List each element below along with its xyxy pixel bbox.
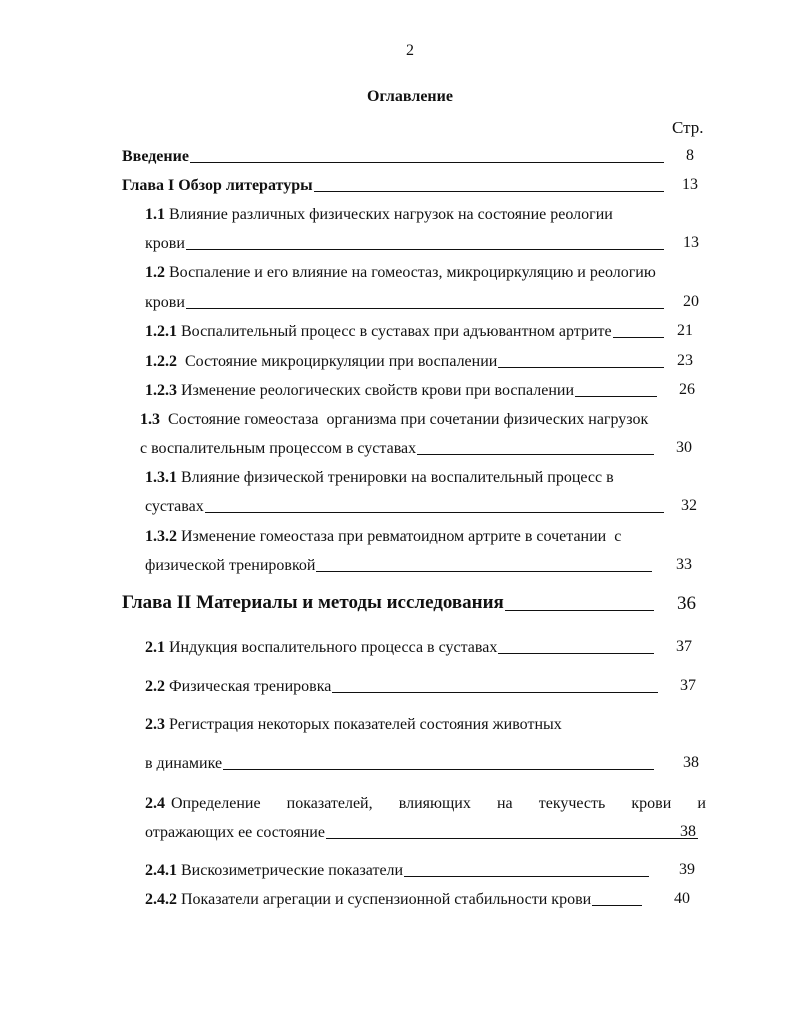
section-number: 1.2.2 xyxy=(145,353,177,370)
toc-entry-line xyxy=(145,262,672,282)
leader-line xyxy=(314,191,664,192)
toc-entry-line xyxy=(145,822,706,842)
toc-entry-line xyxy=(145,467,672,487)
section-number: 2.4.2 xyxy=(145,891,177,908)
page-ref: 20 xyxy=(683,293,699,310)
page-ref: 38 xyxy=(683,754,699,771)
page-ref: 38 xyxy=(680,823,696,840)
section-number: 2.1 xyxy=(145,639,165,656)
section-title: отражающих ее состояние xyxy=(145,824,325,841)
section-title: Вискозиметрические показатели xyxy=(177,862,404,879)
toc-entry-line xyxy=(145,292,672,312)
leader-line xyxy=(498,653,654,654)
page-ref: 33 xyxy=(676,556,692,573)
section-number: 2.4 xyxy=(145,795,165,812)
page-ref: 13 xyxy=(682,176,698,193)
section-number: 1.2.1 xyxy=(145,323,177,340)
toc-entry-line xyxy=(122,175,672,195)
section-title: Индукция воспалительного процесса в суставах xyxy=(165,639,498,656)
section-title: Глава II Материалы и методы исследования xyxy=(122,592,504,613)
section-title: крови xyxy=(145,294,185,311)
toc-title: Оглавление xyxy=(367,88,453,105)
leader-line xyxy=(186,308,664,309)
toc-entry-line xyxy=(140,438,662,458)
toc-entry-line xyxy=(145,351,672,371)
leader-line xyxy=(404,876,649,877)
section-number: 1.1 xyxy=(145,206,165,223)
leader-line xyxy=(575,396,657,397)
section-number: 1.3.2 xyxy=(145,528,177,545)
leader-line xyxy=(223,769,654,770)
page-ref: 30 xyxy=(676,439,692,456)
section-title: Изменение гомеостаза при ревматоидном артрите в сочетании с xyxy=(177,528,622,545)
page-ref: 8 xyxy=(686,147,694,164)
page-ref: 37 xyxy=(680,677,696,694)
section-title: Воспаление и его влияние на гомеостаз, микроциркуляцию и реологию xyxy=(165,264,656,281)
section-title: Показатели агрегации и суспензионной стабильности крови xyxy=(177,891,592,908)
section-number: 2.2 xyxy=(145,678,165,695)
toc-entry-line xyxy=(145,637,662,657)
toc-entry-line xyxy=(145,753,662,773)
section-number: 2.4.1 xyxy=(145,862,177,879)
toc-entry-line xyxy=(145,555,660,575)
leader-line xyxy=(417,454,654,455)
toc-entry-line xyxy=(145,676,666,696)
toc-entry-line xyxy=(145,321,672,341)
toc-entry-line xyxy=(145,793,706,813)
leader-line xyxy=(186,249,664,250)
section-number: 1.3.1 xyxy=(145,469,177,486)
section-title: в динамике xyxy=(145,755,223,772)
toc-entry-line xyxy=(145,526,660,546)
toc-entry-line xyxy=(145,496,672,516)
page-ref: 37 xyxy=(676,638,692,655)
toc-entry-line xyxy=(145,889,650,909)
section-title: Физическая тренировка xyxy=(165,678,332,695)
section-title: Состояние микроциркуляции при воспалении xyxy=(177,353,498,370)
section-title: суставах xyxy=(145,498,204,515)
toc-entry-line xyxy=(145,380,665,400)
leader-line xyxy=(190,162,664,163)
page-ref: 32 xyxy=(681,497,697,514)
section-number: 2.3 xyxy=(145,716,165,733)
page-ref: 36 xyxy=(677,593,696,614)
section-title: Введение xyxy=(122,148,189,165)
toc-entry-line xyxy=(140,409,662,429)
page-ref: 26 xyxy=(679,381,695,398)
page-ref: 40 xyxy=(674,890,690,907)
leader-line xyxy=(205,512,664,513)
section-title: Влияние различных физических нагрузок на состояние реологии xyxy=(165,206,613,223)
section-title: Определение показателей, влияющих на текучесть крови и xyxy=(171,795,706,812)
section-title: Состояние гомеостаза организма при сочетании физических нагрузок xyxy=(160,411,649,428)
toc-entry-line xyxy=(122,146,672,166)
section-title: Влияние физической тренировки на воспалительный процесс в xyxy=(177,469,614,486)
section-title: Глава I Обзор литературы xyxy=(122,177,313,194)
page-ref: 21 xyxy=(677,322,693,339)
leader-line xyxy=(326,838,698,839)
section-number: 1.2.3 xyxy=(145,382,177,399)
page-ref: 23 xyxy=(677,352,693,369)
leader-line xyxy=(592,905,642,906)
page-number: 2 xyxy=(406,42,414,59)
page-ref: 39 xyxy=(679,861,695,878)
leader-line xyxy=(613,337,664,338)
toc-entry-line xyxy=(145,714,662,734)
toc-entry-line xyxy=(145,860,657,880)
section-title: Регистрация некоторых показателей состояния животных xyxy=(165,716,562,733)
toc-entry-line xyxy=(122,594,662,614)
leader-line xyxy=(332,692,658,693)
section-title: Воспалительный процесс в суставах при адъювантном артрите xyxy=(177,323,612,340)
toc-entry-line xyxy=(145,233,672,253)
section-title: крови xyxy=(145,235,185,252)
section-number: 1.3 xyxy=(140,411,160,428)
section-title: Изменение реологических свойств крови при воспалении xyxy=(177,382,575,399)
leader-line xyxy=(505,610,654,611)
page-ref: 13 xyxy=(683,234,699,251)
section-title: физической тренировкой xyxy=(145,557,316,574)
leader-line xyxy=(498,367,664,368)
section-title: с воспалительным процессом в суставах xyxy=(140,440,417,457)
leader-line xyxy=(316,571,652,572)
section-number: 1.2 xyxy=(145,264,165,281)
toc-entry-line xyxy=(145,204,672,224)
page-column-label: Стр. xyxy=(672,118,704,137)
